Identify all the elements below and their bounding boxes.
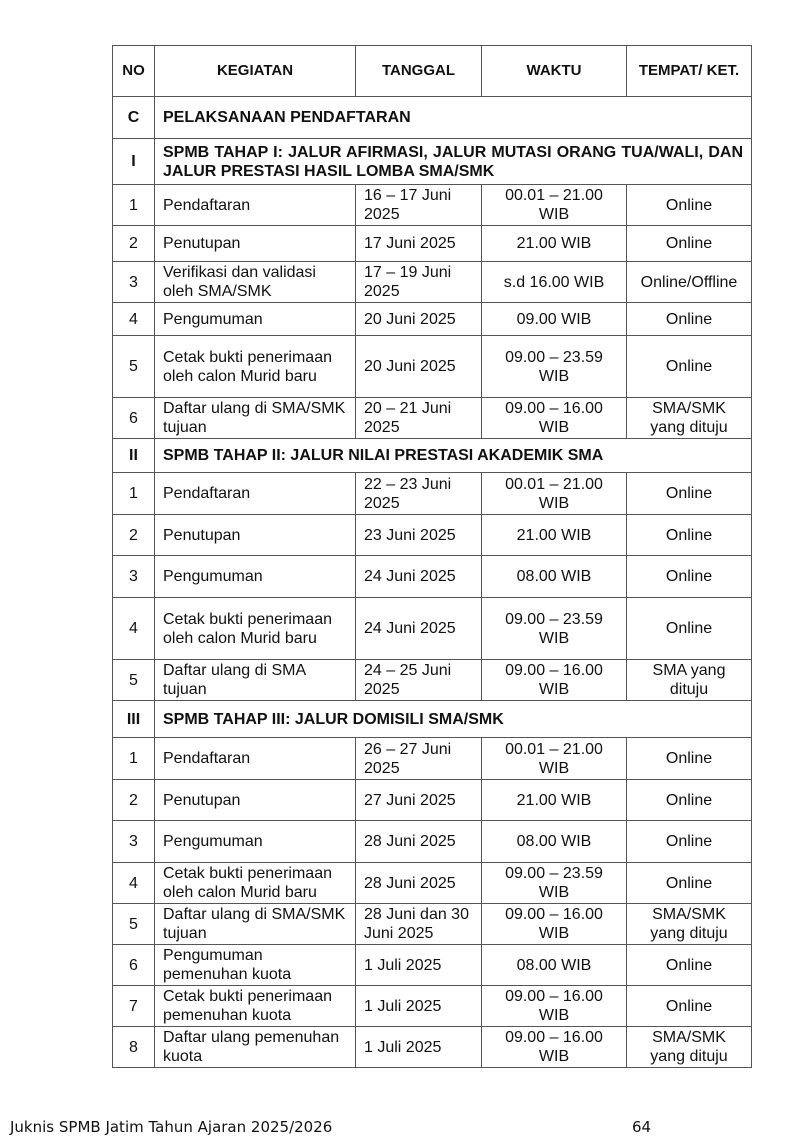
row-no: 3 — [113, 821, 155, 863]
stage1-title: SPMB TAHAP I: JALUR AFIRMASI, JALUR MUTASI ORANG TUA/WALI, DAN JALUR PRESTASI HASIL LOMBA SMA/SMK — [155, 139, 752, 185]
row-no: 4 — [113, 863, 155, 904]
row-kegiatan: Cetak bukti penerimaan pemenuhan kuota — [155, 986, 356, 1027]
row-kegiatan: Pengumuman pemenuhan kuota — [155, 945, 356, 986]
section-c-title: PELAKSANAAN PENDAFTARAN — [155, 97, 752, 139]
table-row — [113, 863, 752, 904]
row-no: 6 — [113, 398, 155, 439]
row-no: 3 — [113, 556, 155, 598]
row-tempat: Online — [627, 780, 752, 821]
stage2-no: II — [113, 439, 155, 473]
row-tempat: Online — [627, 945, 752, 986]
stage1-no: I — [113, 139, 155, 185]
row-tempat: Online — [627, 515, 752, 556]
row-tempat: Online — [627, 986, 752, 1027]
header-no: NO — [113, 46, 155, 97]
schedule-table — [112, 45, 752, 1068]
stage3-title-row — [113, 701, 752, 738]
row-tanggal: 24 Juni 2025 — [356, 556, 482, 598]
row-waktu: 09.00 – 23.59 WIB — [482, 598, 627, 660]
row-waktu: 08.00 WIB — [482, 945, 627, 986]
row-no: 4 — [113, 303, 155, 336]
row-waktu: 08.00 WIB — [482, 821, 627, 863]
row-tanggal: 22 – 23 Juni 2025 — [356, 473, 482, 515]
table-row — [113, 556, 752, 598]
row-tempat: Online — [627, 226, 752, 262]
row-tanggal: 23 Juni 2025 — [356, 515, 482, 556]
row-tanggal: 1 Juli 2025 — [356, 986, 482, 1027]
row-waktu: 00.01 – 21.00 WIB — [482, 185, 627, 226]
row-kegiatan: Cetak bukti penerimaan oleh calon Murid baru — [155, 336, 356, 398]
row-kegiatan: Penutupan — [155, 226, 356, 262]
stage3-no: III — [113, 701, 155, 738]
table-row — [113, 986, 752, 1027]
row-tanggal: 1 Juli 2025 — [356, 1027, 482, 1068]
row-tanggal: 24 – 25 Juni 2025 — [356, 660, 482, 701]
row-tanggal: 20 – 21 Juni 2025 — [356, 398, 482, 439]
table-row — [113, 1027, 752, 1068]
row-waktu: 09.00 WIB — [482, 303, 627, 336]
table-row — [113, 515, 752, 556]
row-waktu: 21.00 WIB — [482, 226, 627, 262]
row-waktu: 00.01 – 21.00 WIB — [482, 473, 627, 515]
stage2-title: SPMB TAHAP II: JALUR NILAI PRESTASI AKADEMIK SMA — [155, 439, 752, 473]
section-row-c — [113, 97, 752, 139]
row-no: 5 — [113, 904, 155, 945]
row-tempat: Online — [627, 303, 752, 336]
row-tempat: Online — [627, 821, 752, 863]
row-tanggal: 28 Juni dan 30 Juni 2025 — [356, 904, 482, 945]
table-row — [113, 945, 752, 986]
table-row — [113, 226, 752, 262]
row-kegiatan: Daftar ulang di SMA/SMK tujuan — [155, 904, 356, 945]
row-no: 2 — [113, 515, 155, 556]
section-c-no: C — [113, 97, 155, 139]
table-row — [113, 738, 752, 780]
row-tanggal: 27 Juni 2025 — [356, 780, 482, 821]
row-no: 4 — [113, 598, 155, 660]
row-waktu: 09.00 – 16.00 WIB — [482, 398, 627, 439]
table-row — [113, 398, 752, 439]
table-row — [113, 303, 752, 336]
row-no: 8 — [113, 1027, 155, 1068]
footer-doc-title: Juknis SPMB Jatim Tahun Ajaran 2025/2026 — [10, 1118, 333, 1136]
row-kegiatan: Pendaftaran — [155, 473, 356, 515]
row-tanggal: 17 Juni 2025 — [356, 226, 482, 262]
row-tempat: SMA yang dituju — [627, 660, 752, 701]
row-no: 3 — [113, 262, 155, 303]
row-tanggal: 20 Juni 2025 — [356, 336, 482, 398]
row-tempat: SMA/SMK yang dituju — [627, 398, 752, 439]
row-waktu: 00.01 – 21.00 WIB — [482, 738, 627, 780]
stage2-title-row — [113, 439, 752, 473]
table-row — [113, 780, 752, 821]
row-kegiatan: Pendaftaran — [155, 738, 356, 780]
stage1-title-row — [113, 139, 752, 185]
table-row — [113, 262, 752, 303]
row-tempat: Online — [627, 863, 752, 904]
table-row — [113, 660, 752, 701]
table-row — [113, 821, 752, 863]
row-waktu: 08.00 WIB — [482, 556, 627, 598]
row-waktu: s.d 16.00 WIB — [482, 262, 627, 303]
table-row — [113, 598, 752, 660]
row-tanggal: 28 Juni 2025 — [356, 821, 482, 863]
row-waktu: 21.00 WIB — [482, 780, 627, 821]
row-kegiatan: Daftar ulang di SMA/SMK tujuan — [155, 398, 356, 439]
row-waktu: 09.00 – 16.00 WIB — [482, 1027, 627, 1068]
row-kegiatan: Pengumuman — [155, 821, 356, 863]
row-waktu: 09.00 – 23.59 WIB — [482, 336, 627, 398]
row-tempat: Online/Offline — [627, 262, 752, 303]
header-waktu: WAKTU — [482, 46, 627, 97]
row-no: 7 — [113, 986, 155, 1027]
row-kegiatan: Daftar ulang pemenuhan kuota — [155, 1027, 356, 1068]
row-tanggal: 20 Juni 2025 — [356, 303, 482, 336]
table-row — [113, 336, 752, 398]
header-tempat: TEMPAT/ KET. — [627, 46, 752, 97]
row-no: 1 — [113, 738, 155, 780]
row-no: 6 — [113, 945, 155, 986]
header-tanggal: TANGGAL — [356, 46, 482, 97]
row-waktu: 09.00 – 16.00 WIB — [482, 904, 627, 945]
row-tempat: Online — [627, 336, 752, 398]
row-tempat: Online — [627, 738, 752, 780]
row-no: 2 — [113, 226, 155, 262]
row-kegiatan: Cetak bukti penerimaan oleh calon Murid baru — [155, 598, 356, 660]
row-kegiatan: Pengumuman — [155, 556, 356, 598]
row-tanggal: 28 Juni 2025 — [356, 863, 482, 904]
row-tanggal: 26 – 27 Juni 2025 — [356, 738, 482, 780]
row-kegiatan: Daftar ulang di SMA tujuan — [155, 660, 356, 701]
row-tempat: SMA/SMK yang dituju — [627, 1027, 752, 1068]
table-header-row — [113, 46, 752, 97]
row-tanggal: 1 Juli 2025 — [356, 945, 482, 986]
row-tanggal: 17 – 19 Juni 2025 — [356, 262, 482, 303]
row-no: 2 — [113, 780, 155, 821]
row-waktu: 09.00 – 16.00 WIB — [482, 986, 627, 1027]
row-no: 5 — [113, 660, 155, 701]
row-kegiatan: Pengumuman — [155, 303, 356, 336]
row-kegiatan: Penutupan — [155, 515, 356, 556]
row-tanggal: 24 Juni 2025 — [356, 598, 482, 660]
row-waktu: 09.00 – 23.59 WIB — [482, 863, 627, 904]
table-row — [113, 904, 752, 945]
row-no: 1 — [113, 185, 155, 226]
row-kegiatan: Pendaftaran — [155, 185, 356, 226]
row-tempat: Online — [627, 185, 752, 226]
row-waktu: 09.00 – 16.00 WIB — [482, 660, 627, 701]
row-tempat: SMA/SMK yang dituju — [627, 904, 752, 945]
row-waktu: 21.00 WIB — [482, 515, 627, 556]
row-kegiatan: Cetak bukti penerimaan oleh calon Murid baru — [155, 863, 356, 904]
stage3-title: SPMB TAHAP III: JALUR DOMISILI SMA/SMK — [155, 701, 752, 738]
footer-page-number: 64 — [632, 1118, 652, 1136]
row-kegiatan: Verifikasi dan validasi oleh SMA/SMK — [155, 262, 356, 303]
row-kegiatan: Penutupan — [155, 780, 356, 821]
row-no: 1 — [113, 473, 155, 515]
row-no: 5 — [113, 336, 155, 398]
header-kegiatan: KEGIATAN — [155, 46, 356, 97]
table-row — [113, 473, 752, 515]
row-tempat: Online — [627, 598, 752, 660]
table-row — [113, 185, 752, 226]
row-tanggal: 16 – 17 Juni 2025 — [356, 185, 482, 226]
row-tempat: Online — [627, 556, 752, 598]
row-tempat: Online — [627, 473, 752, 515]
